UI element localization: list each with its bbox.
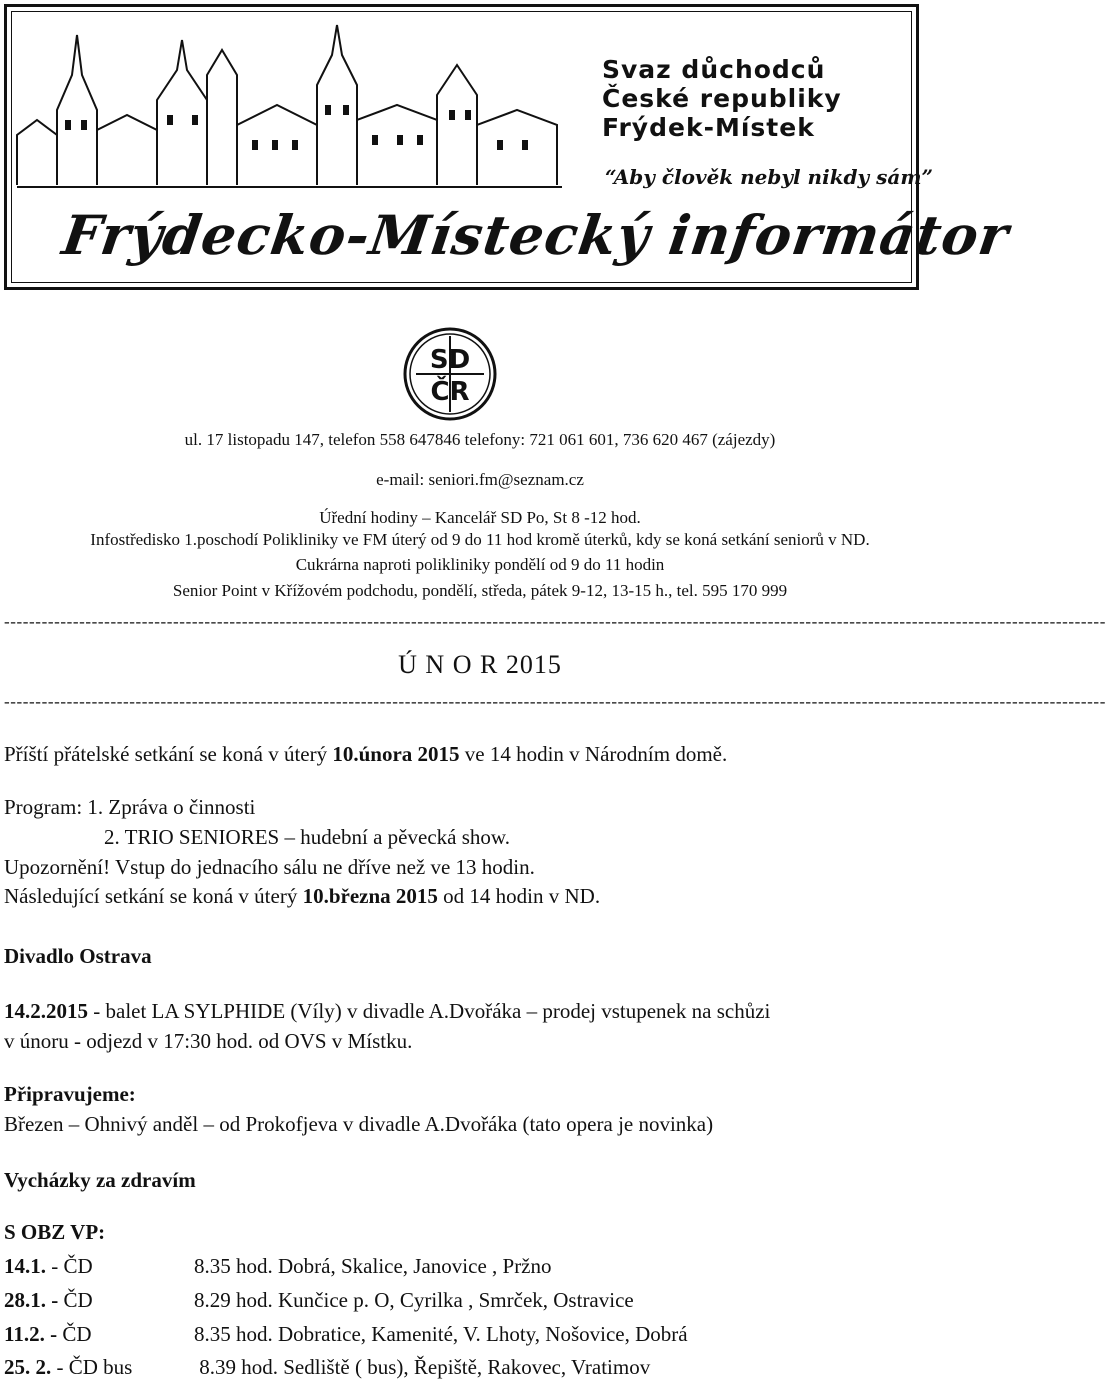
walk-date: 25. 2. [4,1355,52,1379]
walk-row [4,1288,634,1313]
preparing-label: Připravujeme: [4,1082,136,1106]
walk-row [4,1322,688,1347]
program-item-1: Program: 1. Zpráva o činnosti [4,795,256,819]
program-item-2: 2. TRIO SENIORES – hudební a pěvecká show. [104,825,510,849]
town-skyline-illustration [17,15,562,190]
org-line-2: České republiky [602,84,842,113]
meeting-place: ve 14 hodin v Národním domě. [459,742,728,766]
walk-date: 11.2. - [4,1322,58,1346]
sdcr-logo [402,326,498,422]
walk-transport: ČD [57,1322,92,1346]
organization-name [602,55,842,142]
walk-route: 8.35 hod. Dobrá, Skalice, Janovice , Pržno [194,1254,552,1278]
divider-top: -------------------------------------------------------------------------------------------------------------------------------------------------------------------------------- [4,612,1106,631]
walk-route: 8.39 hod. Sedliště ( bus), Řepiště, Rakovec, Vratimov [194,1355,651,1379]
walk-transport: ČD [58,1288,93,1312]
contact-email: e-mail: seniori.fm@seznam.cz [376,470,584,489]
confectionery-hours: Cukrárna naproti polikliniky pondělí od 9 do 11 hodin [295,555,665,574]
walk-date: 28.1. - [4,1288,59,1312]
theatre-event-text: - balet LA SYLPHIDE (Víly) v divadle A.Dvořáka – prodej vstupenek na schůzi [88,999,771,1023]
newsletter-title: Frýdecko-Místecký informátor [58,203,1014,267]
theatre-event-date: 14.2.2015 [4,999,88,1023]
next-meeting [4,884,600,909]
walk-row [4,1254,552,1279]
office-hours: Úřední hodiny – Kancelář SD Po, St 8 -12 hod. [319,508,641,527]
logo-text-bottom: ČR [430,377,470,407]
org-line-3: Frýdek-Místek [602,113,815,142]
theatre-heading: Divadlo Ostrava [4,944,152,968]
entry-notice: Upozornění! Vstup do jednacího sálu ne dříve než ve 13 hodin. [4,855,535,879]
motto: “Aby člověk nebyl nikdy sám” [605,165,933,189]
next-meeting-text: Následující setkání se koná v úterý [4,884,303,908]
next-meeting-date: 10.března 2015 [302,884,438,908]
theatre-event [4,999,770,1024]
divider-bottom: -------------------------------------------------------------------------------------------------------------------------------------------------------------------------------- [4,692,1106,711]
info-center-hours: Infostředisko 1.poschodí Polikliniky ve FM úterý od 9 do 11 hod kromě úterků, kdy se koná setkání seniorů v ND. [90,530,870,549]
walk-route: 8.29 hod. Kunčice p. O, Cyrilka , Smrček, Ostravice [194,1288,634,1312]
masthead [4,4,1014,290]
meeting-announcement [4,742,727,767]
logo-text-top: SD [429,345,471,375]
meeting-text: Příští přátelské setkání se koná v úterý [4,742,333,766]
walk-date: 14.1. [4,1254,46,1278]
senior-point-hours: Senior Point v Křížovém podchodu, pondělí, středa, pátek 9-12, 13-15 h., tel. 595 170 999 [172,581,788,600]
walks-subheading: S OBZ VP: [4,1220,106,1244]
walk-route: 8.35 hod. Dobratice, Kamenité, V. Lhoty, Nošovice, Dobrá [194,1322,688,1346]
org-line-1: Svaz důchodců [602,55,826,84]
walk-transport: - ČD [46,1254,93,1278]
walks-heading: Vycházky za zdravím [4,1168,196,1192]
walk-row [4,1355,650,1380]
meeting-date: 10.února 2015 [332,742,460,766]
preparing-text: Březen – Ohnivý anděl – od Prokofjeva v divadle A.Dvořáka (tato opera je novinka) [4,1112,714,1136]
next-meeting-place: od 14 hodin v ND. [437,884,601,908]
theatre-event-departure: v únoru - odjezd v 17:30 hod. od OVS v Místku. [4,1029,413,1053]
walk-transport: - ČD bus [51,1355,133,1379]
month-title: Ú N O R 2015 [398,650,562,679]
contact-address: ul. 17 listopadu 147, telefon 558 647846 telefony: 721 061 601, 736 620 467 (zájezdy) [184,430,776,449]
